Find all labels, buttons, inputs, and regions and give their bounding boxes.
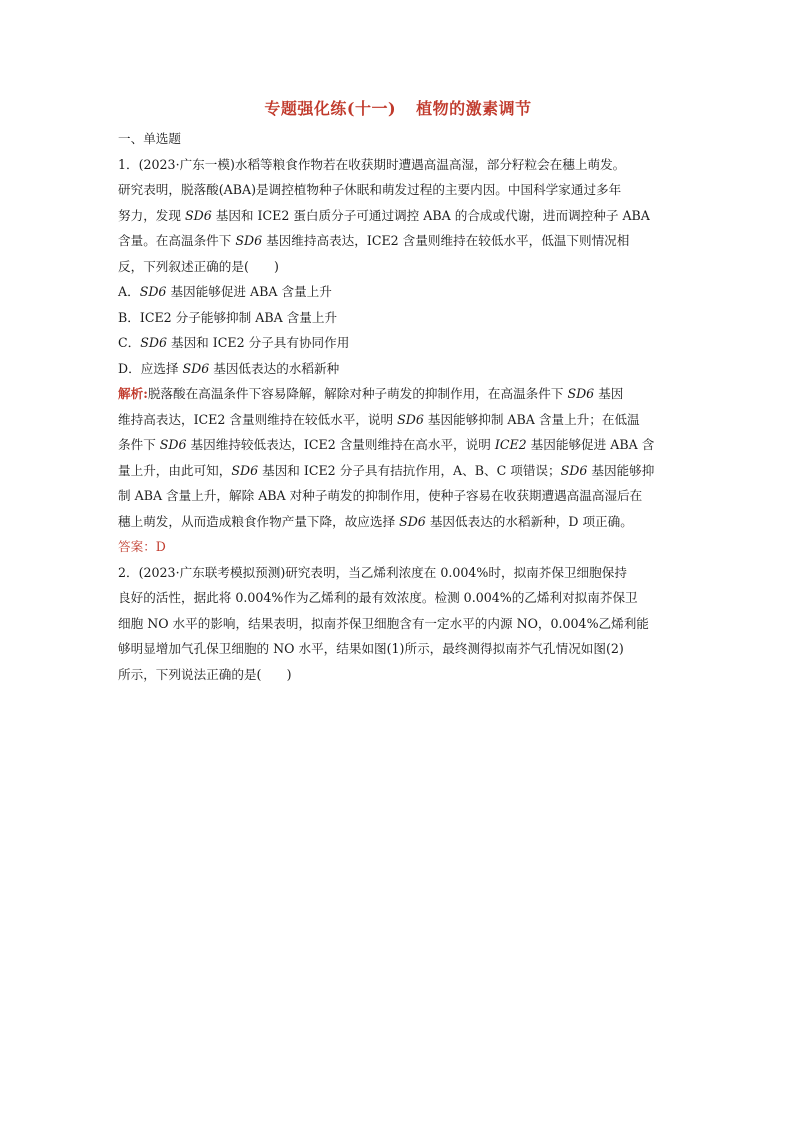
explanation-line: 量上升，由此可知，SD6 基因和 ICE2 分子具有拮抗作用，A、B、C 项错误；SD6 基因能够抑 (118, 462, 655, 478)
q1-line: 努力，发现 SD6 基因和 ICE2 蛋白质分子可通过调控 ABA 的合成或代谢，进而调控种子 ABA (118, 207, 650, 223)
gene-name: SD6 (399, 513, 426, 529)
question-1 (118, 152, 678, 560)
q2-line: 良好的活性，据此将 0.004%作为乙烯利的最有效浓度。检测 0.004%的乙烯利对拟南芥保卫 (118, 590, 638, 605)
option-c: C．SD6 基因和 ICE2 分子具有协同作用 (118, 335, 350, 350)
gene-name: SD6 (182, 360, 210, 376)
gene-name: SD6 (139, 284, 167, 299)
option-b: B．ICE2 分子能够抑制 ABA 含量上升 (118, 309, 338, 325)
document-page (118, 92, 678, 687)
gene-name: SD6 (567, 386, 595, 401)
gene-name: SD6 (231, 462, 259, 478)
q1-line: 1．(2023·广东一模)水稻等粮食作物若在收获期时遭遇高温高湿，部分籽粒会在穗上萌发。 (118, 156, 626, 172)
gene-name: SD6 (184, 207, 212, 223)
title-main: 专题强化练(十一) (264, 99, 397, 118)
q1-line: 研究表明，脱落酸(ABA)是调控植物种子休眠和萌发过程的主要内因。中国科学家通过多年 (118, 182, 622, 197)
gene-name: SD6 (235, 233, 263, 248)
q1-line: 含量。在高温条件下 SD6 基因维持高表达，ICE2 含量则维持在较低水平，低温下则情况相 (118, 233, 630, 248)
gene-name: ICE2 (494, 437, 527, 452)
explanation-line: 穗上萌发，从而造成粮食作物产量下降，故应选择 SD6 基因低表达的水稻新种，D 项正确。 (118, 513, 633, 529)
explanation-line: 条件下 SD6 基因维持较低表达，ICE2 含量则维持在高水平，说明 ICE2 基因能够促进 ABA 含 (118, 437, 655, 452)
gene-name: SD6 (397, 411, 424, 427)
gene-name: SD6 (140, 335, 167, 350)
explanation-line: 维持高表达，ICE2 含量则维持在较低水平，说明 SD6 基因能够抑制 ABA 含量上升；在低温 (118, 411, 640, 427)
section-heading: 一、单选题 (118, 131, 181, 146)
q2-line: 所示，下列说法正确的是( ) (118, 666, 292, 682)
answer: 答案：D (118, 539, 166, 554)
q2-line: 2．(2023·广东联考模拟预测)研究表明，当乙烯利浓度在 0.004%时，拟南芥保卫细胞保持 (118, 564, 627, 580)
title-sub: 植物的激素调节 (416, 99, 532, 118)
page-title (118, 92, 678, 126)
option-a: A．SD6 基因能够促进 ABA 含量上升 (118, 284, 332, 299)
explanation-label: 解析: (118, 386, 148, 401)
explanation-line: 解析:脱落酸在高温条件下容易降解，解除对种子萌发的抑制作用，在高温条件下 SD6 基因 (118, 386, 624, 401)
question-2 (118, 560, 678, 688)
gene-name: SD6 (159, 437, 187, 452)
gene-name: SD6 (560, 462, 588, 478)
q1-line: 反，下列叙述正确的是( ) (118, 258, 279, 274)
explanation-line: 制 ABA 含量上升，解除 ABA 对种子萌发的抑制作用，使种子容易在收获期遭遇高温高湿后在 (118, 488, 643, 503)
option-d: D．应选择 SD6 基因低表达的水稻新种 (118, 360, 340, 376)
q2-line: 够明显增加气孔保卫细胞的 NO 水平，结果如图(1)所示，最终测得拟南芥气孔情况如图(2) (118, 641, 624, 656)
q2-line: 细胞 NO 水平的影响，结果表明，拟南芥保卫细胞含有一定水平的内源 NO，0.004%乙烯利能 (118, 615, 649, 631)
